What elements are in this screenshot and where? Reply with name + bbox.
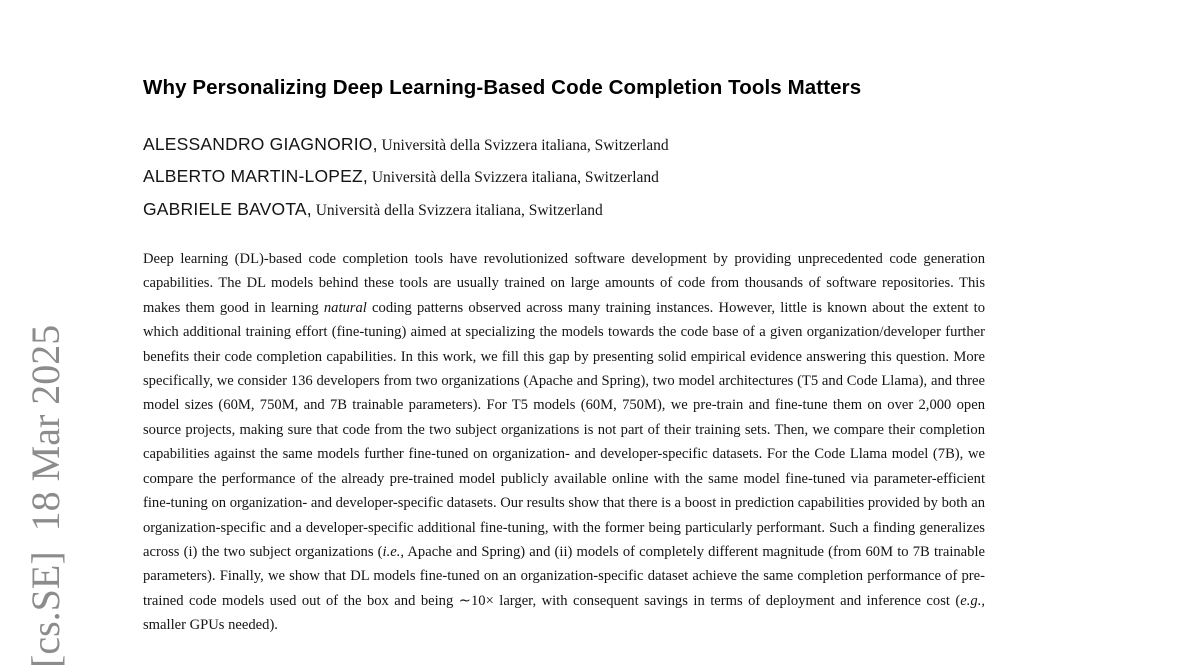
abstract-text: Deep learning (DL)-based code completion tools have revolutionized software development by providing unprecedented code generation capabilities. The DL models behind these tools are usually trained on large amounts of code from thousands of software repositories. This makes them good in learning natural coding patterns observed across many training instances. However, little is known about the extent to which additional training effort (fine-tuning) aimed at specializing the models towards the code base of a given organization/developer further benefits their code completion capabilities. In this work, we fill this gap by presenting solid empirical evidence answering this question. More specifically, we consider 136 developers from two organizations (Apache and Spring), two model architectures (T5 and Code Llama), and three model sizes (60M, 750M, and 7B trainable parameters). For T5 models (60M, 750M), we pre-train and fine-tune them on over 2,000 open source projects, making sure that code from the two subject organizations is not part of their training sets. Then, we compare their completion capabilities against the same models further fine-tuned on organization- and developer-specific datasets. For the Code Llama model (7B), we compare the performance of the already pre-trained model publicly available online with the same model fine-tuned via parameter-efficient fine-tuning on organization- and developer-specific datasets. Our results show that there is a boost in prediction capabilities provided by both an organization-specific and a developer-specific additional fine-tuning, with the former being particularly performant. Such a finding generalizes across (i) the two subject organizations (i.e., Apache and Spring) and (ii) models of completely different magnitude (from 60M to 7B trainable parameters). Finally, we show that DL models fine-tuned on an organization-specific dataset achieve the same completion performance of pre-trained code models used out of the box and being ∼10× larger, with consequent savings in terms of deployment and inference cost (e.g., smaller GPUs needed).: [143, 251, 985, 634]
paper-content: [143, 0, 985, 652]
author-name: GABRIELE BAVOTA,: [143, 198, 312, 219]
author-name: ALESSANDRO GIAGNORIO,: [143, 133, 378, 154]
paper-title: Why Personalizing Deep Learning-Based Code Completion Tools Matters: [143, 76, 862, 99]
author-affiliation: Università della Svizzera italiana, Switzerland: [377, 136, 669, 154]
author-name: ALBERTO MARTIN-LOPEZ,: [143, 166, 368, 187]
author-affiliation: Università della Svizzera italiana, Switzerland: [367, 169, 659, 187]
author-affiliation: Università della Svizzera italiana, Switzerland: [311, 201, 603, 219]
author-line: [143, 161, 985, 194]
author-line: [143, 194, 985, 227]
author-block: [143, 129, 985, 227]
author-line: [143, 129, 985, 162]
arxiv-stamp: [cs.SE] 18 Mar 2025: [23, 324, 68, 668]
